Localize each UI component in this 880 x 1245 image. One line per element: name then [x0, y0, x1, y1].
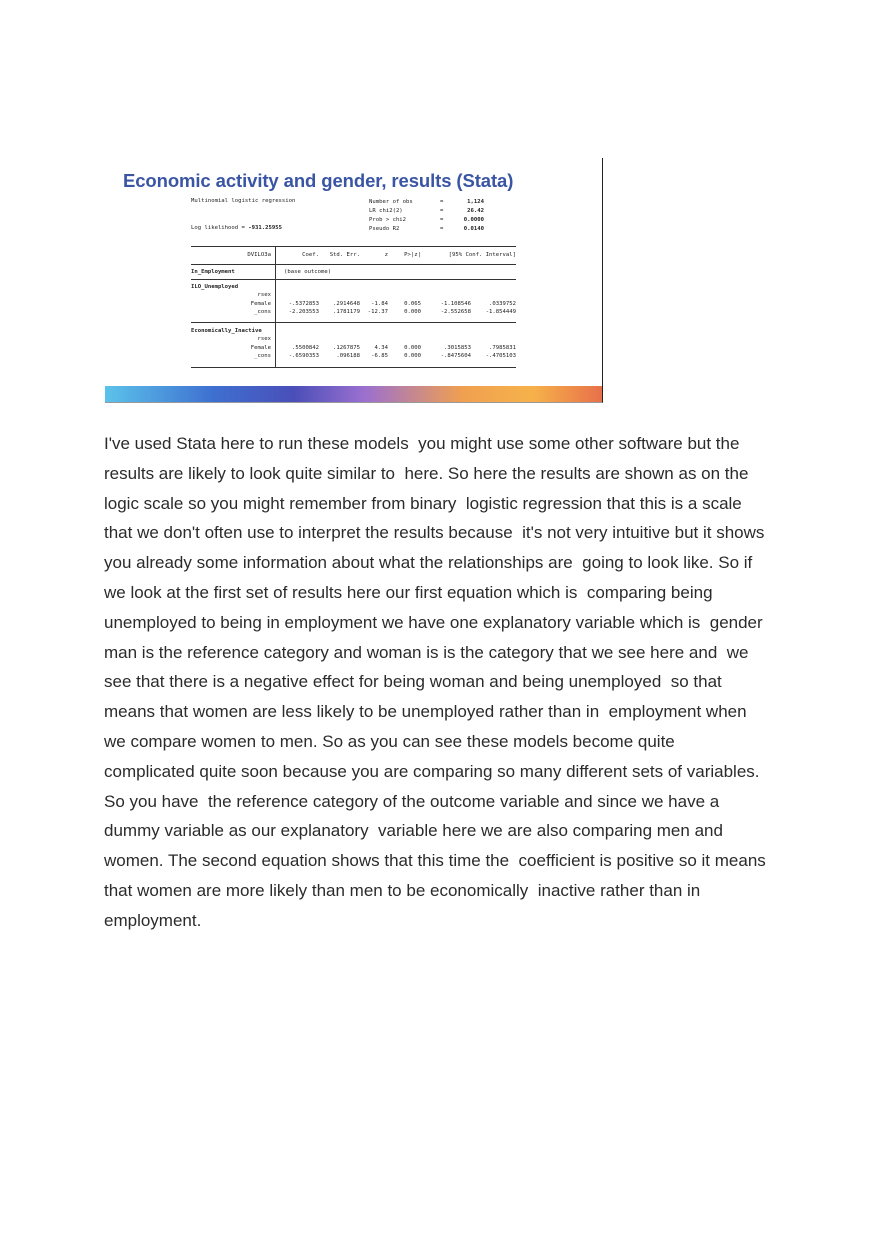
slide-footer-bar	[105, 386, 602, 402]
transcript-line: results are likely to look quite similar to here. So here the results are shown as on the	[104, 463, 749, 483]
transcript-paragraph	[104, 429, 794, 936]
log-likelihood: Log likelihood = -931.25955	[191, 225, 282, 231]
transcript-line: women. The second equation shows that this time the coefficient is positive so it means	[104, 851, 766, 871]
transcript-line: I've used Stata here to run these models you might use some other software but the	[104, 434, 740, 453]
section-ilo-unemployed: ILO_Unemployed rsex Female -.5372853 .2914648 -1.84 0.065 -1.108546 .0339752 _cons -2.203553 .1781179 -12.37 0.000 -2.552658 -1.854449	[191, 280, 516, 322]
table-row: Female .5500842 .1267875 4.34 0.000 .3015853 .7985831	[250, 344, 516, 351]
regression-table	[191, 246, 516, 368]
slide-image	[105, 158, 603, 403]
stat-row: LR chi2(2) = 26.42	[369, 208, 484, 214]
transcript-line: logic scale so you might remember from binary logistic regression that this is a scale	[104, 493, 742, 513]
base-outcome-row: In_Employment (base outcome)	[191, 265, 516, 279]
stat-row: Prob > chi2 = 0.0000	[369, 217, 484, 223]
stat-row: Pseudo R2 = 0.0140	[369, 226, 484, 232]
dependent-variable: DVILO3a	[247, 252, 271, 258]
slide-title: Economic activity and gender, results (Stata)	[123, 170, 514, 191]
col-header: Coef.	[302, 252, 319, 258]
stata-output	[191, 198, 516, 359]
col-header: z	[384, 252, 388, 258]
transcript-line: that women are more likely than men to be economically inactive rather than in	[104, 880, 701, 900]
transcript-line: unemployed to being in employment we have one explanatory variable which is gender	[104, 612, 763, 632]
stat-row: Number of obs = 1,124	[369, 199, 484, 205]
transcript-line: we look at the first set of results here our first equation which is comparing being	[104, 582, 713, 602]
transcript-line: man is the reference category and woman is is the category that we see here and we	[104, 642, 749, 662]
transcript-line: complicated quite soon because you are comparing so many different sets of variables.	[104, 761, 760, 781]
section-economically-inactive: Economically_Inactive rsex Female .5500842 .1267875 4.34 0.000 .3015853 .7985831 _cons -.6590353 .096188 -6.85 0.000 -.8475604 -.4705103	[191, 323, 516, 367]
table-row: Female -.5372853 .2914648 -1.84 0.065 -1.108546 .0339752	[250, 300, 516, 307]
transcript-line: So you have the reference category of the outcome variable and since we have a	[104, 791, 720, 811]
col-header: [95% Conf. Interval]	[448, 252, 516, 258]
table-row: _cons -2.203553 .1781179 -12.37 0.000 -2.552658 -1.854449	[254, 308, 516, 315]
transcript-line: means that women are less likely to be unemployed rather than in employment when	[104, 702, 747, 722]
stata-header	[191, 198, 516, 238]
col-header: Std. Err.	[329, 252, 360, 258]
transcript-line: dummy variable as our explanatory variable here we are also comparing men and	[104, 821, 723, 841]
transcript-line: that we don't often use to interpret the results because it's not very intuitive but it shows	[104, 523, 765, 543]
model-stats	[369, 198, 516, 234]
col-header: P>|z|	[404, 252, 421, 258]
transcript-line: we compare women to men. So as you can see these models become quite	[104, 731, 675, 751]
transcript-line: you already some information about what the relationships are going to look like. So if	[104, 553, 753, 573]
transcript-line: employment.	[104, 910, 202, 930]
transcript-line: see that there is a negative effect for being woman and being unemployed so that	[104, 672, 722, 692]
table-row: _cons -.6590353 .096188 -6.85 0.000 -.8475604 -.4705103	[254, 352, 516, 359]
table-header	[191, 247, 516, 264]
model-name: Multinomial logistic regression	[191, 198, 296, 204]
